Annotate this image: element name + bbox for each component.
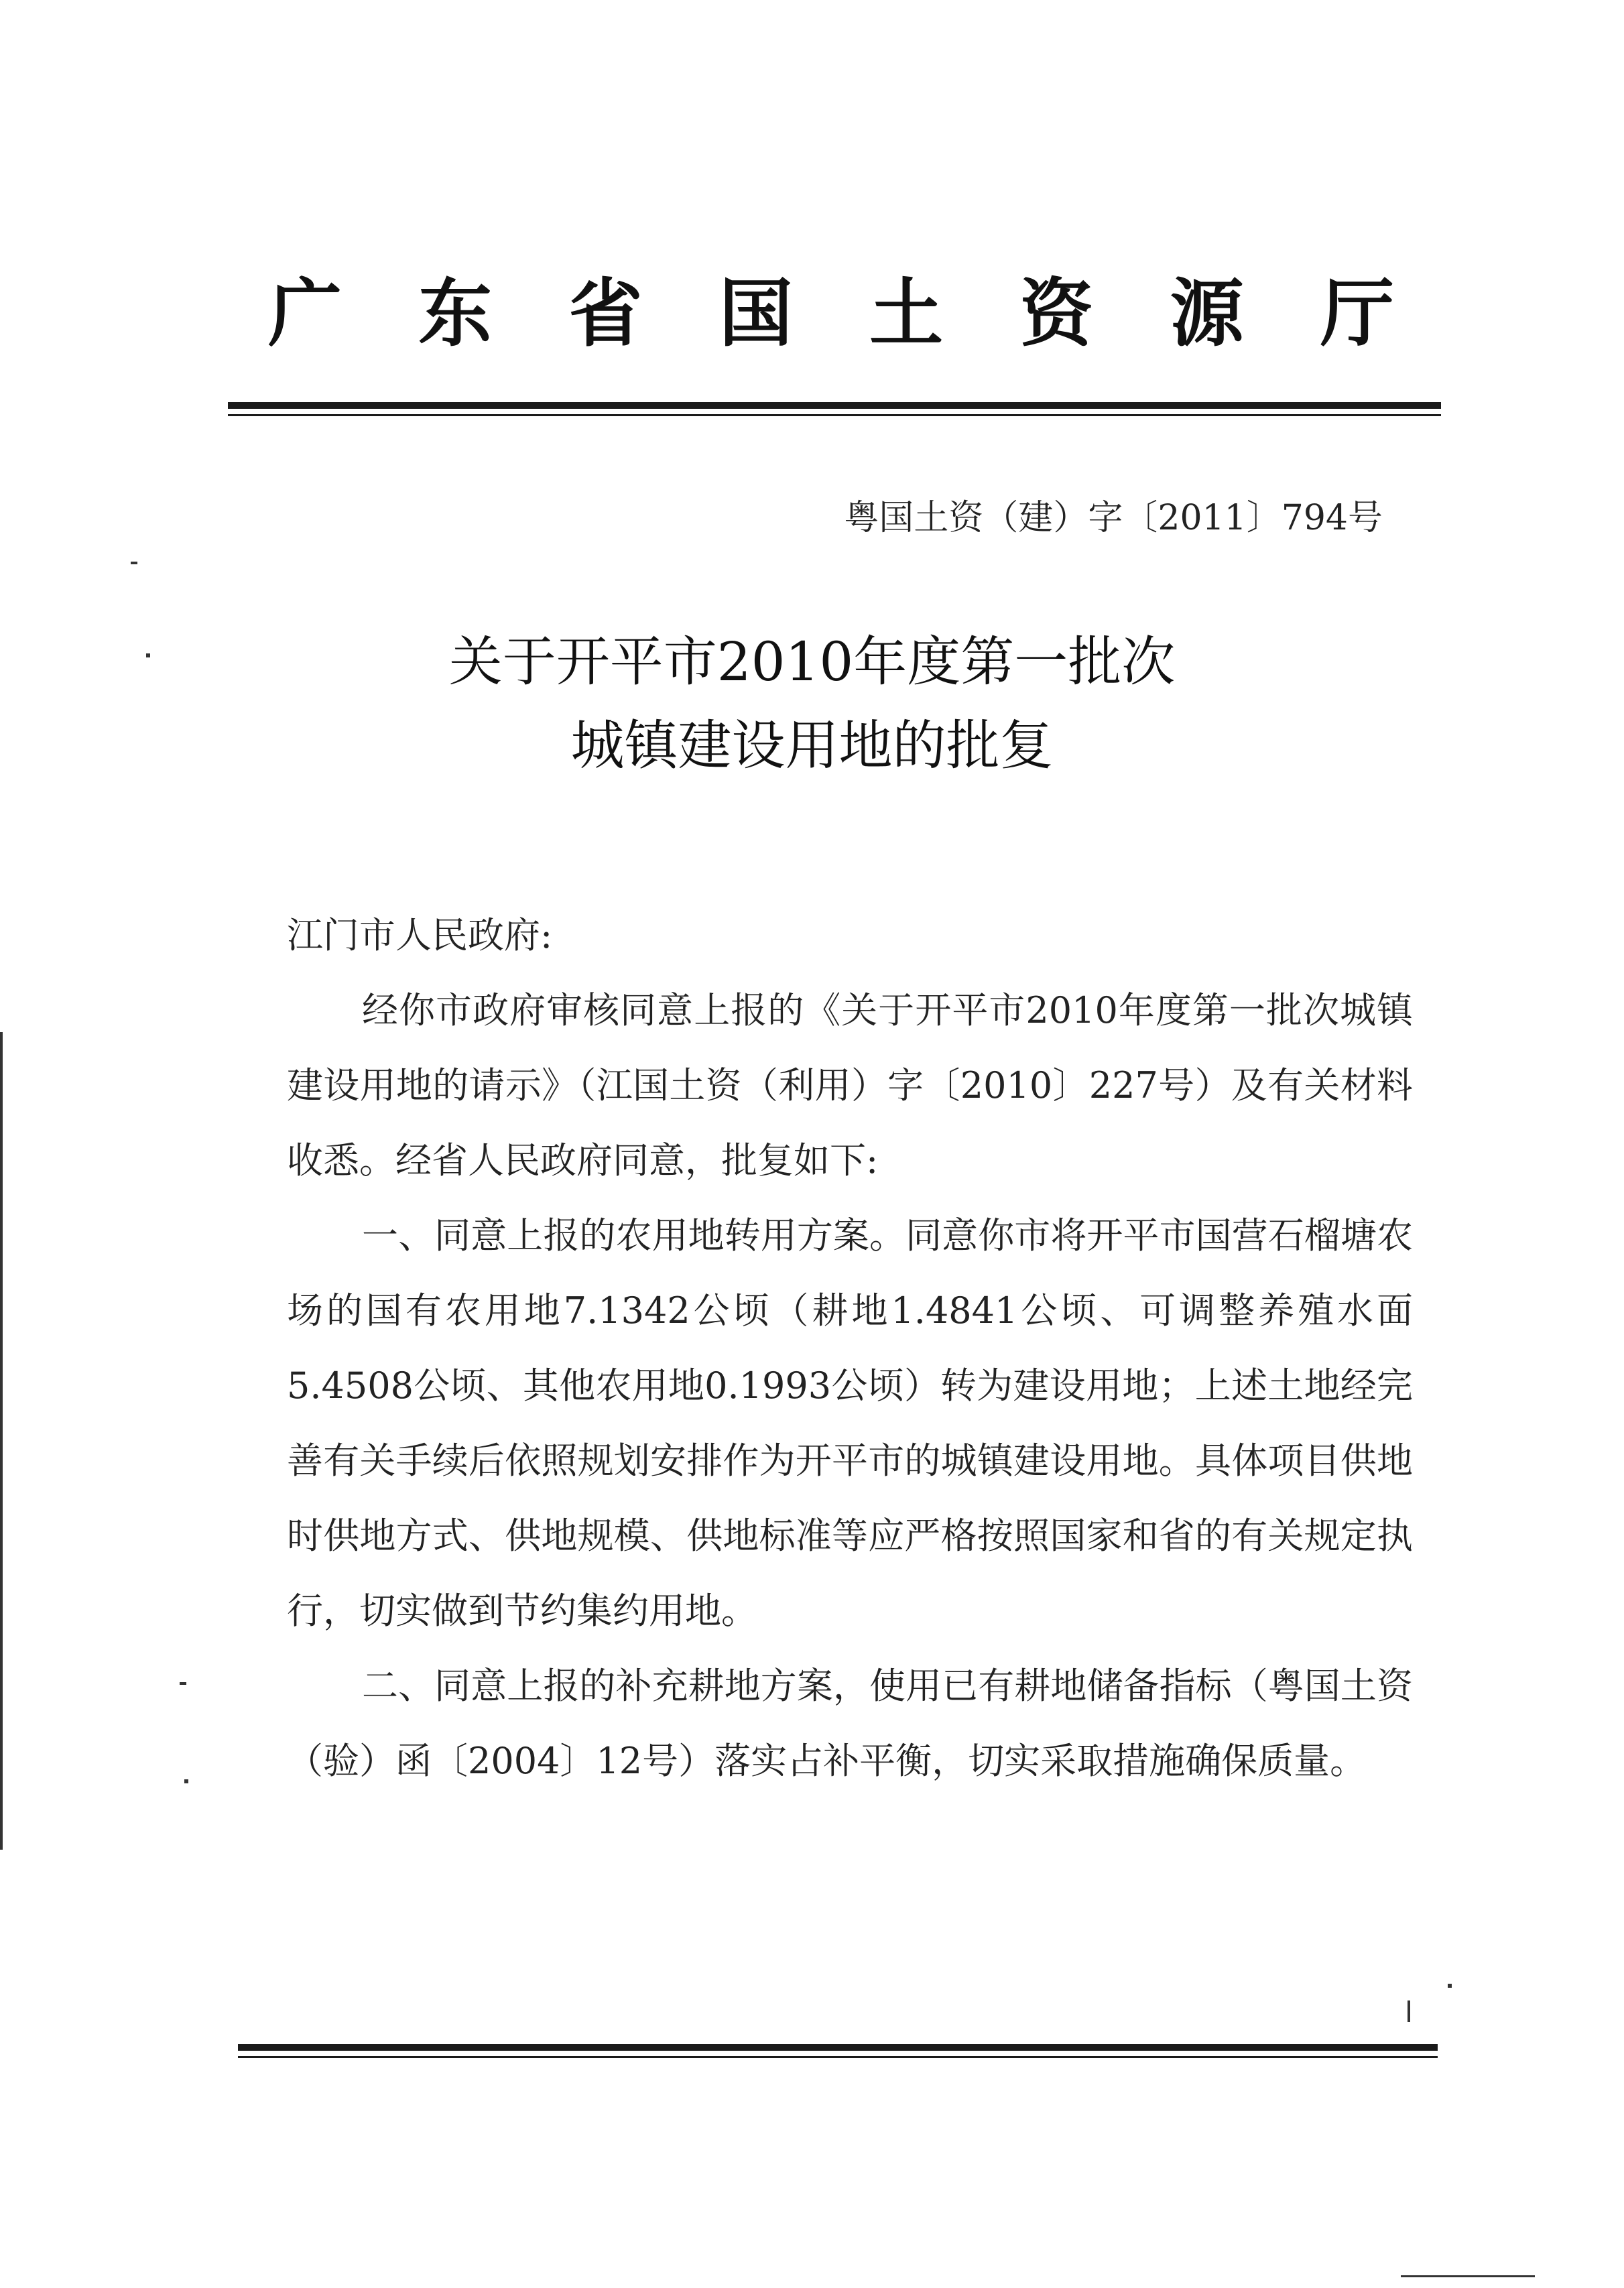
paragraph: 经你市政府审核同意上报的《关于开平市2010年度第一批次城镇建设用地的请示》（江国土资（利用）字〔2010〕227号）及有关材料收悉。经省人民政府同意，批复如下:	[287, 989, 1413, 1182]
scan-speck	[180, 1682, 186, 1685]
org-char: 土	[869, 270, 944, 357]
scan-edge-line	[0, 1381, 3, 1850]
document-title-line-1: 关于开平市2010年度第一批次	[448, 631, 1176, 693]
scan-speck	[184, 1779, 188, 1783]
scan-speck	[1401, 2275, 1535, 2277]
issuing-organization	[268, 255, 1394, 361]
paragraph: 二、同意上报的补充耕地方案，使用已有耕地储备指标（粤国土资（验）函〔2004〕12号）落实占补平衡，切实采取措施确保质量。	[287, 1665, 1413, 1782]
footer-divider	[238, 2044, 1438, 2058]
scan-speck	[131, 562, 137, 564]
header-divider	[228, 402, 1441, 416]
org-char: 国	[719, 270, 793, 357]
org-char: 省	[568, 270, 643, 357]
org-char: 广	[268, 270, 342, 357]
scan-edge-line	[0, 1032, 3, 1434]
document-body	[287, 898, 1413, 1799]
scan-speck	[146, 653, 150, 657]
org-char: 源	[1170, 270, 1244, 357]
org-char: 厅	[1320, 270, 1394, 357]
org-char: 东	[418, 270, 493, 357]
org-char: 资	[1019, 270, 1094, 357]
salutation: 江门市人民政府:	[287, 914, 553, 956]
paragraph: 一、同意上报的农用地转用方案。同意你市将开平市国营石榴塘农场的国有农用地7.1342公顷（耕地1.4841公顷、可调整养殖水面5.4508公顷、其他农用地0.1993公顷）转为建设用地；上述土地经完善有关手续后依照规划安排作为开平市的城镇建设用地。具体项目供地时供地方式、供地规模、供地标准等应严格按照国家和省的有关规定执行，切实做到节约集约用地。	[287, 1214, 1413, 1632]
document-number: 粤国土资（建）字〔2011〕794号	[844, 498, 1383, 538]
scan-speck	[1408, 2000, 1410, 2022]
scan-speck	[1448, 1984, 1452, 1988]
document-title-line-2: 城镇建设用地的批复	[570, 714, 1054, 777]
